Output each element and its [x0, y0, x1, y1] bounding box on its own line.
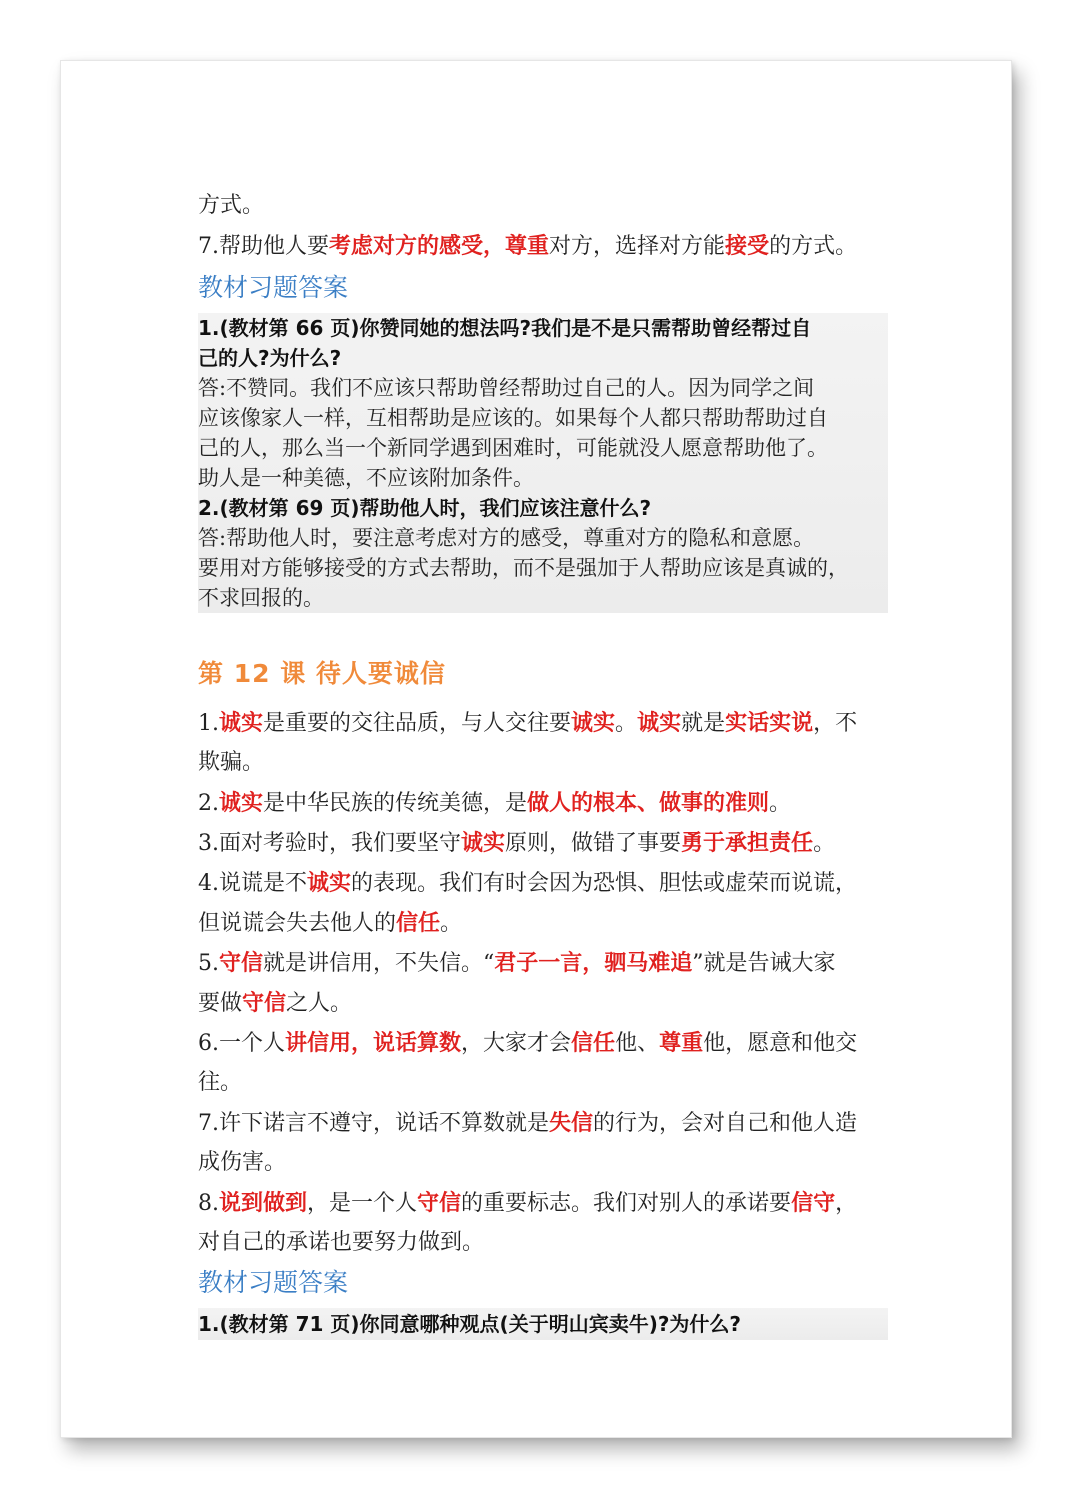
answer-2-line-1: 答:帮助他人时，要注意考虑对方的感受，尊重对方的隐私和意愿。	[198, 526, 815, 550]
lesson-point-2: 2.诚实是中华民族的传统美德，是做人的根本、做事的准则。	[198, 790, 792, 816]
lesson-point-7: 7.许下诺言不遵守，说话不算数就是失信的行为，会对自己和他人造	[198, 1110, 858, 1136]
question-1-line-2: 己的人?为什么?	[198, 346, 342, 370]
answer-1-line-3: 己的人，那么当一个新同学遇到困难时，可能就没人愿意帮助他了。	[198, 436, 828, 460]
lesson-point-3: 3.面对考验时，我们要坚守诚实原则，做错了事要勇于承担责任。	[198, 830, 836, 856]
lesson-point-8: 8.说到做到，是一个人守信的重要标志。我们对别人的承诺要信守，	[198, 1190, 858, 1216]
answer-2-line-2: 要用对方能够接受的方式去帮助，而不是强加于人帮助应该是真诚的，	[198, 556, 849, 580]
paragraph-continuation: 方式。	[198, 193, 265, 218]
answer-1-line-1: 答:不赞同。我们不应该只帮助曾经帮助过自己的人。因为同学之间	[198, 376, 815, 400]
answer-1-line-2: 应该像家人一样，互相帮助是应该的。如果每个人都只帮助帮助过自	[198, 406, 828, 430]
lesson-heading: 第 12 课 待人要诚信	[198, 659, 446, 688]
point-7-helping: 7.帮助他人要考虑对方的感受，尊重对方，选择对方能接受的方式。	[198, 233, 858, 259]
exercise-answers-heading: 教材习题答案	[198, 273, 349, 302]
exercise-answers-box-2	[198, 1308, 888, 1340]
lesson-point-1: 1.诚实是重要的交往品质，与人交往要诚实。诚实就是实话实说，不	[198, 710, 858, 736]
lesson-point-5-line-2: 要做守信之人。	[198, 990, 353, 1016]
answer-2-line-3: 不求回报的。	[198, 586, 324, 610]
exercise-answers-box	[198, 313, 888, 613]
document-page	[60, 60, 1012, 1438]
lesson-point-6-line-2: 往。	[198, 1070, 243, 1095]
exercise-answers-heading-2: 教材习题答案	[198, 1268, 349, 1297]
lesson-point-7-line-2: 成伤害。	[198, 1150, 287, 1175]
lesson-point-5: 5.守信就是讲信用，不失信。“君子一言，驷马难追”就是告诫大家	[198, 950, 836, 976]
lesson-point-6: 6.一个人讲信用，说话算数，大家才会信任他、尊重他，愿意和他交	[198, 1030, 858, 1056]
question-2: 2.(教材第 69 页)帮助他人时，我们应该注意什么?	[198, 496, 652, 520]
question-1-lesson-12: 1.(教材第 71 页)你同意哪种观点(关于明山宾卖牛)?为什么?	[198, 1312, 742, 1336]
lesson-point-4-line-2: 但说谎会失去他人的信任。	[198, 910, 463, 936]
answer-1-line-4: 助人是一种美德，不应该附加条件。	[198, 466, 534, 490]
question-1-line-1: 1.(教材第 66 页)你赞同她的想法吗?我们是不是只需帮助曾经帮过自	[198, 316, 812, 340]
lesson-point-1-line-2: 欺骗。	[198, 750, 265, 775]
lesson-point-8-line-2: 对自己的承诺也要努力做到。	[198, 1230, 485, 1255]
lesson-point-4: 4.说谎是不诚实的表现。我们有时会因为恐惧、胆怯或虚荣而说谎，	[198, 870, 858, 896]
